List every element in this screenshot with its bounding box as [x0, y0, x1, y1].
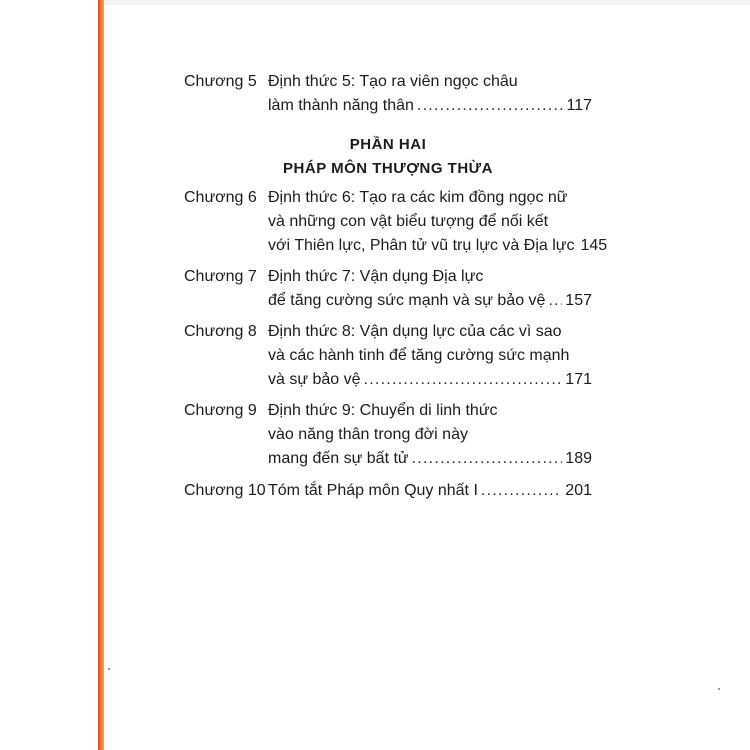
chapter-title-last-line — [268, 368, 592, 392]
page-number: 201 — [565, 482, 592, 499]
chapter-title-last-line — [268, 234, 608, 258]
part-label: PHẦN HAI — [349, 136, 427, 153]
chapter-title-line: Tóm tắt Pháp môn Quy nhất I — [268, 482, 478, 499]
chapter-label: Chương 10 — [184, 482, 266, 499]
chapter-title-line: với Thiên lực, Phân tử vũ trụ lực và Địa lực — [268, 237, 575, 254]
chapter-title-last-line — [268, 447, 592, 471]
chapter-title-line: và sự bảo vệ — [268, 371, 361, 388]
chapter-title-line: và những con vật biểu tượng để nối kết — [268, 213, 549, 230]
dot-leader — [364, 368, 563, 392]
dot-leader — [548, 289, 562, 313]
chapter-title-line: làm thành năng thân — [268, 97, 414, 114]
chapter-title-last-line — [268, 289, 592, 313]
chapter-title-line: Định thức 8: Vận dụng lực của các vì sao — [268, 323, 562, 340]
chapter-label: Chương 7 — [184, 268, 257, 285]
part-title: PHÁP MÔN THƯỢNG THỪA — [283, 160, 493, 177]
chapter-title-last-line — [268, 479, 592, 503]
dot-leader — [417, 94, 564, 118]
chapter-title-line: Định thức 6: Tạo ra các kim đồng ngọc nữ — [268, 189, 568, 206]
chapter-label: Chương 6 — [184, 189, 257, 206]
chapter-title-line: Định thức 7: Vận dụng Địa lực — [268, 268, 484, 285]
chapter-title-line: để tăng cường sức mạnh và sự bảo vệ — [268, 292, 546, 309]
scan-speck — [718, 688, 720, 690]
dot-leader — [481, 479, 562, 503]
dot-leader — [412, 447, 563, 471]
chapter-title-line: Định thức 5: Tạo ra viên ngọc châu — [268, 73, 518, 90]
page-number: 157 — [565, 292, 592, 309]
chapter-label: Chương 8 — [184, 323, 257, 340]
chapter-label: Chương 9 — [184, 402, 257, 419]
scan-speck — [108, 668, 110, 670]
page-number: 117 — [566, 97, 592, 114]
chapter-title-line: vào năng thân trong đời này — [268, 426, 468, 443]
page-number: 189 — [565, 450, 592, 467]
chapter-title-line: Định thức 9: Chuyển di linh thức — [268, 402, 498, 419]
chapter-title-last-line — [268, 94, 592, 118]
chapter-title-line: mang đến sự bất tử — [268, 450, 409, 467]
page-number: 145 — [580, 237, 608, 254]
chapter-label: Chương 5 — [184, 73, 257, 90]
chapter-title-line: và các hành tinh để tăng cường sức mạnh — [268, 347, 570, 364]
page-number: 171 — [565, 371, 592, 388]
